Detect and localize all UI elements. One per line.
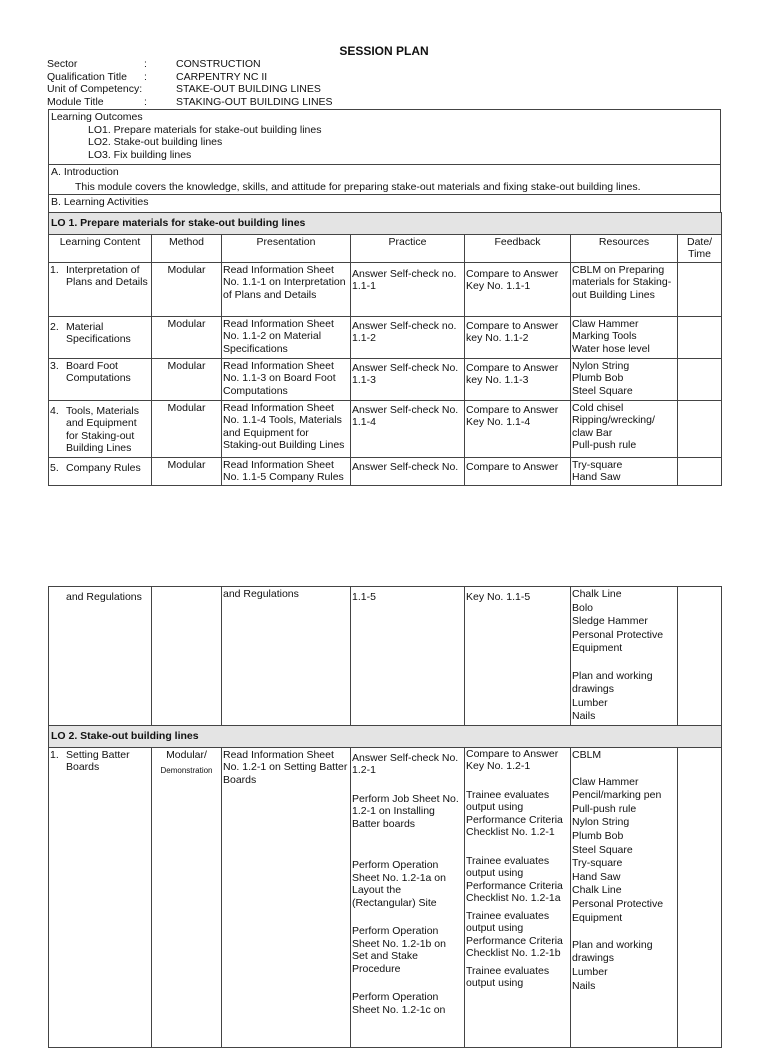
- meta-row-unit: [47, 83, 427, 96]
- table-row: [49, 262, 722, 316]
- feedback: Compare to Answer: [465, 457, 571, 485]
- learning-content: Company Rules: [66, 461, 141, 474]
- method: Modular/: [166, 748, 207, 761]
- row-number: 1.: [50, 263, 59, 276]
- feedback-item: Compare to Answer Key No. 1.2-1: [466, 747, 559, 772]
- presentation: Read Information Sheet No. 1.1-5 Company Rules: [222, 457, 351, 485]
- meta-row-sector: Sector : CONSTRUCTION: [47, 58, 261, 70]
- practice-item: Perform Operation Sheet No. 1.2-1c on: [352, 991, 446, 1016]
- continued-table: [48, 586, 722, 1048]
- method: Modular: [152, 262, 222, 316]
- date-time: [678, 316, 722, 358]
- feedback-item: Trainee evaluates output using Performance Criteria Checklist No. 1.2-1a: [466, 854, 563, 904]
- learning-outcome-item: LO1. Prepare materials for stake-out building lines: [88, 123, 322, 136]
- column-header: Date/ Time: [678, 234, 722, 262]
- table-row: [49, 316, 722, 358]
- meta-label: Module Title: [47, 95, 104, 108]
- presentation: Read Information Sheet No. 1.1-1 on Interpretation of Plans and Details: [222, 262, 351, 316]
- meta-label: Sector: [47, 58, 78, 70]
- feedback: Key No. 1.1-5: [465, 587, 571, 726]
- resources: CBLM Claw Hammer Pencil/marking pen Pull-push rule Nylon String Plumb Bob Steel Square Try-square Hand Saw Chalk Line Personal Protective Equipment Plan and working drawings Lumber Nails: [571, 747, 678, 1047]
- feedback-item: Trainee evaluates output using Performance Criteria Checklist No. 1.2-1: [466, 788, 563, 838]
- practice-item: Perform Operation Sheet No. 1.2-1b on Set and Stake Procedure: [352, 925, 446, 975]
- method: Modular: [152, 316, 222, 358]
- practice: Answer Self-check no. 1.1-2: [351, 316, 465, 358]
- practice-item: Perform Operation Sheet No. 1.2-1a on Layout the (Rectangular) Site: [352, 859, 446, 909]
- presentation: Read Information Sheet No. 1.1-2 on Material Specifications: [222, 316, 351, 358]
- table-row: [49, 747, 722, 1047]
- meta-row-module: Module Title : STAKING-OUT BUILDING LINES: [47, 95, 333, 108]
- date-time: [678, 400, 722, 457]
- learning-content: Interpretation of Plans and Details: [66, 263, 148, 288]
- learning-content: Board Foot Computations: [66, 359, 131, 384]
- meta-label: Unit of Competency:: [47, 83, 143, 95]
- lo1-table: [48, 212, 722, 486]
- practice: Answer Self-check No. 1.1-3: [351, 358, 465, 400]
- method-demonstration: Demonstration: [160, 766, 213, 775]
- learning-content: Material Specifications: [66, 320, 131, 345]
- table-row: [49, 587, 722, 726]
- practice: Answer Self-check no. 1.1-1: [351, 262, 465, 316]
- feedback: Compare to Answer key No. 1.1-2: [465, 316, 571, 358]
- learning-outcomes-heading: Learning Outcomes: [51, 111, 143, 123]
- learning-outcomes-box: [48, 109, 721, 165]
- introduction-heading: A. Introduction: [51, 166, 119, 178]
- practice: Answer Self-check No.: [351, 457, 465, 485]
- meta-value: STAKE-OUT BUILDING LINES: [176, 83, 321, 95]
- resources: Try-square Hand Saw: [571, 457, 678, 485]
- page-title: SESSION PLAN: [339, 44, 429, 58]
- column-header: Learning Content: [49, 234, 152, 262]
- method: [152, 587, 222, 726]
- column-header-row: [49, 234, 722, 262]
- introduction-box: [48, 164, 721, 195]
- lo1-heading: LO 1. Prepare materials for stake-out building lines: [49, 213, 722, 235]
- feedback-item: Trainee evaluates output using: [466, 964, 550, 989]
- table-row: [49, 358, 722, 400]
- practice-item: Answer Self-check No. 1.2-1: [352, 751, 459, 776]
- presentation: Read Information Sheet No. 1.2-1 on Setting Batter Boards: [222, 747, 351, 1047]
- table-row: [49, 400, 722, 457]
- column-header: Practice: [351, 234, 465, 262]
- resources: Chalk Line Bolo Sledge Hammer Personal Protective Equipment Plan and working drawings Lumber Nails: [571, 587, 678, 726]
- learning-activities-heading: B. Learning Activities: [51, 196, 149, 208]
- lo2-heading-row: [49, 726, 722, 748]
- presentation: Read Information Sheet No. 1.1-4 Tools, Materials and Equipment for Staking-out Building Lines: [222, 400, 351, 457]
- practice-item: Perform Job Sheet No. 1.2-1 on Installing Batter boards: [352, 792, 459, 830]
- row-number: 3.: [50, 359, 59, 372]
- learning-outcome-item: LO3. Fix building lines: [88, 148, 192, 161]
- table-row: [49, 457, 722, 485]
- presentation: Read Information Sheet No. 1.1-3 on Board Foot Computations: [222, 358, 351, 400]
- row-number: 2.: [50, 320, 59, 333]
- date-time: [678, 587, 722, 726]
- method: Modular: [152, 457, 222, 485]
- row-number: 5.: [50, 461, 59, 474]
- learning-outcome-item: LO2. Stake-out building lines: [88, 136, 223, 148]
- introduction-text: This module covers the knowledge, skills, and attitude for preparing stake-out materials and fixing stake-out building lines.: [75, 180, 641, 193]
- resources: Claw Hammer Marking Tools Water hose level: [571, 316, 678, 358]
- column-header: Presentation: [222, 234, 351, 262]
- lo1-heading-row: [49, 213, 722, 235]
- row-number: 4.: [50, 404, 59, 417]
- practice: Answer Self-check No. 1.1-4: [351, 400, 465, 457]
- learning-content: Tools, Materials and Equipment for Staking-out Building Lines: [66, 404, 139, 454]
- resources: CBLM on Preparing materials for Staking-out Building Lines: [571, 262, 678, 316]
- meta-value: STAKING-OUT BUILDING LINES: [176, 95, 333, 108]
- column-header: Method: [152, 234, 222, 262]
- method: Modular: [152, 358, 222, 400]
- meta-label: Qualification Title: [47, 70, 127, 83]
- meta-value: CARPENTRY NC II: [176, 70, 268, 83]
- meta-value: CONSTRUCTION: [176, 58, 261, 70]
- date-time: [678, 262, 722, 316]
- header-meta: [47, 58, 427, 110]
- date-time: [678, 747, 722, 1047]
- presentation: and Regulations: [222, 587, 351, 726]
- feedback: Compare to Answer Key No. 1.1-4: [465, 400, 571, 457]
- feedback-item: Trainee evaluates output using Performance Criteria Checklist No. 1.2-1b: [466, 909, 563, 959]
- row-number: 1.: [50, 748, 59, 761]
- date-time: [678, 457, 722, 485]
- feedback: Compare to Answer Key No. 1.1-1: [465, 262, 571, 316]
- learning-content: Setting Batter Boards: [66, 748, 130, 773]
- feedback: Compare to Answer key No. 1.1-3: [465, 358, 571, 400]
- column-header: Feedback: [465, 234, 571, 262]
- resources: Cold chisel Ripping/wrecking/ claw Bar Pull-push rule: [571, 400, 678, 457]
- learning-content: and Regulations: [49, 587, 152, 726]
- meta-row-qualification: Qualification Title : CARPENTRY NC II: [47, 70, 268, 83]
- method: Modular: [152, 400, 222, 457]
- resources: Nylon String Plumb Bob Steel Square: [571, 358, 678, 400]
- practice: 1.1-5: [351, 587, 465, 726]
- learning-activities-box: [48, 194, 721, 213]
- lo2-heading: LO 2. Stake-out building lines: [49, 726, 722, 748]
- column-header: Resources: [571, 234, 678, 262]
- date-time: [678, 358, 722, 400]
